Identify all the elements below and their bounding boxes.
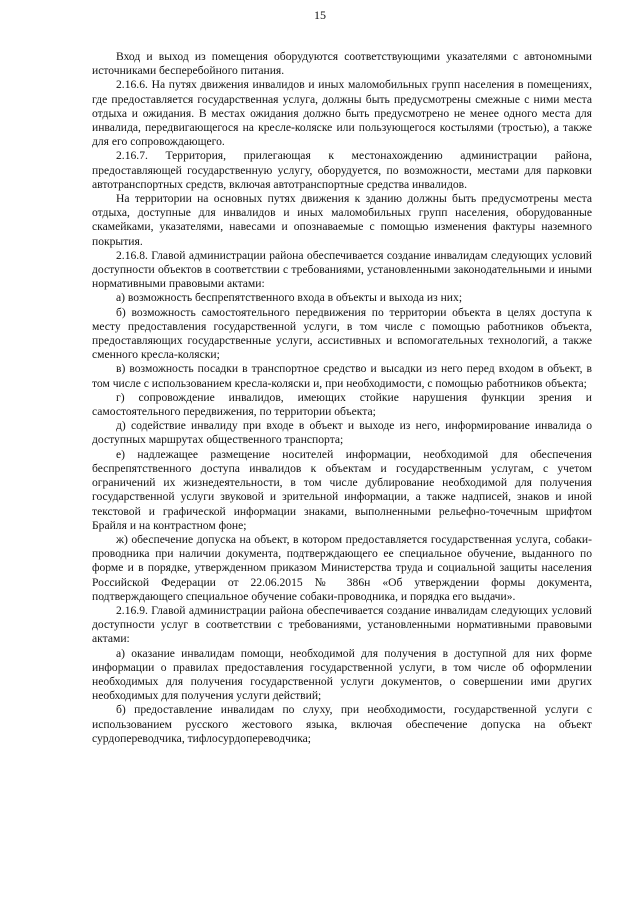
list-item-g: г) сопровождение инвалидов, имеющих стойкие нарушения функции зрения и самостоятельного передвижения, по территории объекта; — [92, 390, 592, 419]
paragraph-2-16-7: 2.16.7. Территория, прилегающая к местонахождению администрации района, предоставляющей государственную услугу, оборудуется, по возможности, местами для парковки автотранспортных средств, включая автотранспортные средства инвалидов. — [92, 149, 592, 191]
page-number: 15 — [314, 8, 326, 22]
document-body — [92, 50, 592, 746]
paragraph-2-16-9: 2.16.9. Главой администрации района обеспечивается создание инвалидам следующих условий доступности услуг в соответствии с требованиями, установленными нормативными правовыми актами: — [92, 603, 592, 646]
list-item-a: а) возможность беспрепятственного входа в объекты и выхода из них; — [116, 291, 463, 305]
list-item-e: е) надлежащее размещение носителей информации, необходимой для обеспечения беспрепятственного доступа инвалидов к объектам и государственным услугам, с учетом ограничений их жизнедеятельности, в том числе дублирование необходимой для получения государственной услуги звуковой и зрительной информации, а также надписей, знаков и иной текстовой и графической информации знаками, выполненными рельефно-точечным шрифтом Брайля и на контрастном фоне; — [92, 447, 592, 532]
paragraph-territory-rest-places: На территории на основных путях движения к зданию должны быть предусмотрены места отдыха, доступные для инвалидов и иных маломобильных групп населения, оборудованные скамейками, указателями, навесами и опознаваемые с помощью изменения фактуры наземного покрытия. — [92, 192, 592, 248]
paragraph-entrance-exit: Вход и выход из помещения оборудуются соответствующими указателями с автономными источниками бесперебойного питания. — [92, 50, 592, 78]
list-item-a-2: а) оказание инвалидам помощи, необходимой для получения в доступной для них форме информации о правилах предоставления государственной услуги, в том числе об оформлении необходимых для получения государственной услуги документов, о совершении ими других необходимых для получения услуги действий; — [92, 646, 592, 703]
paragraph-2-16-6: 2.16.6. На путях движения инвалидов и иных маломобильных групп населения в помещениях, где предоставляется государственная услуга, должны быть предусмотрены смежные с ними места отдыха и ожидания. В местах ожидания должно быть предусмотрено не менее одного места для инвалида, передвигающегося на кресле-коляске или пользующегося костылями (тростью), а также для его сопровождающего. — [92, 78, 592, 149]
list-item-v: в) возможность посадки в транспортное средство и высадки из него перед входом в объект, в том числе с использованием кресла-коляски и, при необходимости, с помощью работников объекта; — [92, 362, 592, 390]
list-item-b: б) возможность самостоятельного передвижения по территории объекта в целях доступа к месту предоставления государственной услуги, в том числе с помощью работников объекта, предоставляющих государственные услуги, ассистивных и вспомогательных технологий, а также сменного кресла-коляски; — [92, 305, 592, 362]
list-item-d: д) содействие инвалиду при входе в объект и выходе из него, информирование инвалида о доступных маршрутах общественного транспорта; — [92, 419, 592, 447]
list-item-zh: ж) обеспечение допуска на объект, в котором предоставляется государственная услуга, собаки-проводника при наличии документа, подтверждающего ее специальное обучение, выданного по форме и в порядке, утвержденном приказом Министерства труда и социальной защиты населения Российской Федерации от 22.06.2015 № 386н «Об утверждении формы документа, подтверждающего специальное обучение собаки-проводника, и порядка его выдачи». — [92, 532, 592, 603]
paragraph-2-16-8: 2.16.8. Главой администрации района обеспечивается создание инвалидам следующих условий доступности объектов в соответствии с требованиями, установленными законодательными и иными нормативными правовыми актами: — [92, 248, 592, 291]
list-item-b-2: б) предоставление инвалидам по слуху, при необходимости, государственной услуги с использованием русского жестового языка, включая обеспечение допуска на объект сурдопереводчика, тифлосурдопереводчика; — [92, 703, 592, 745]
